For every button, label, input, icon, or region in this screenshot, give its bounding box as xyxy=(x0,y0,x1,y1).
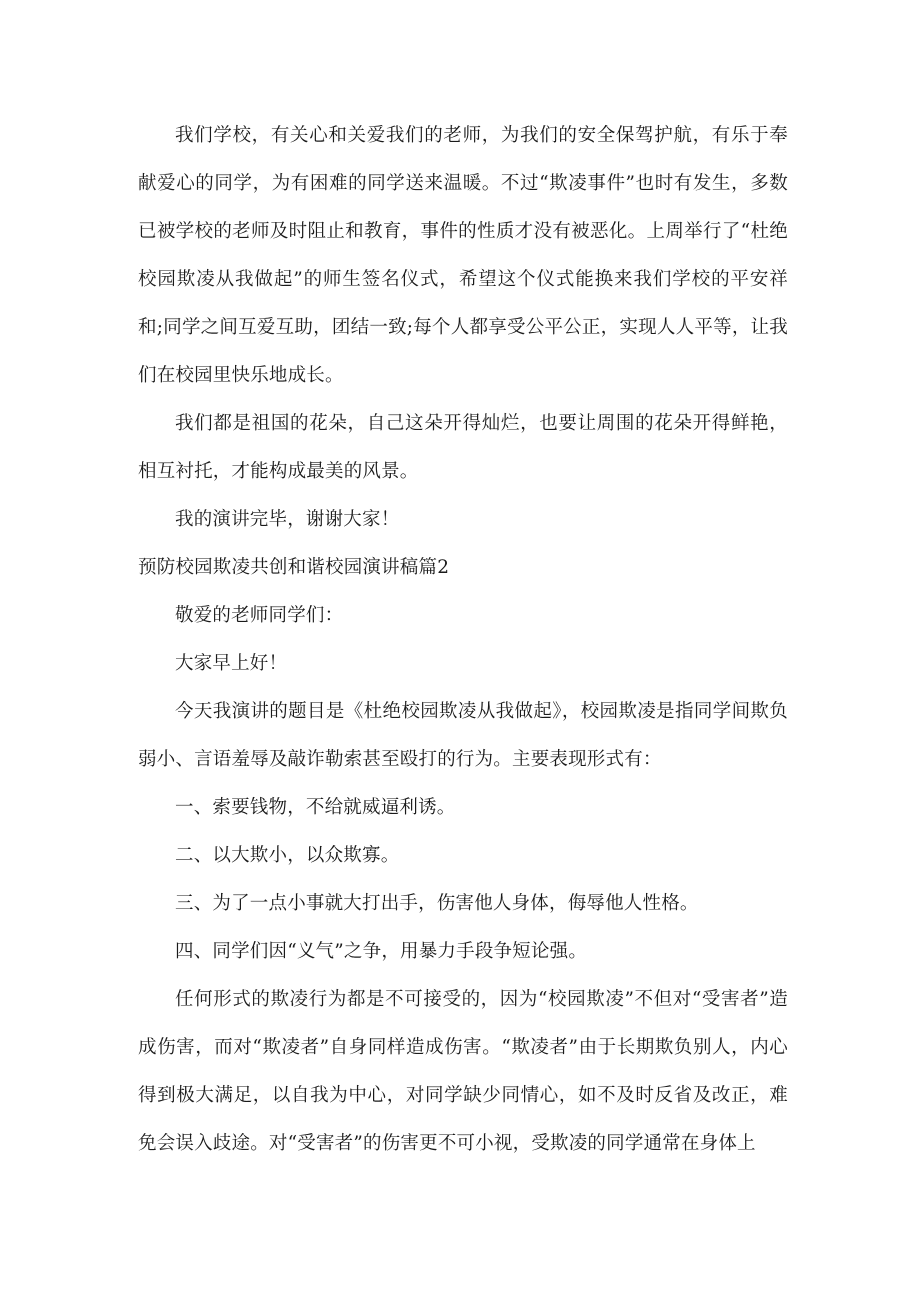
paragraph: 我的演讲完毕，谢谢大家！ xyxy=(175,509,400,530)
document-body xyxy=(138,112,788,1168)
section-title: 预防校园欺凌共创和谐校园演讲稿篇2 xyxy=(138,557,450,578)
list-item: 四、同学们因“义气”之争，用暴力手段争短论强。 xyxy=(175,941,588,962)
list-item: 三、为了一点小事就大打出手，伤害他人身体，侮辱他人性格。 xyxy=(175,893,699,914)
paragraph: 今天我演讲的题目是《杜绝校园欺凌从我做起》，校园欺凌是指同学间欺负弱小、言语羞辱及敲诈勒索甚至殴打的行为。主要表现形式有： xyxy=(138,701,788,770)
paragraph: 我们都是祖国的花朵，自己这朵开得灿烂，也要让周围的花朵开得鲜艳，相互衬托，才能构成最美的风景。 xyxy=(138,413,788,482)
paragraph: 任何形式的欺凌行为都是不可接受的，因为“校园欺凌”不但对“受害者”造成伤害，而对“欺凌者”自身同样造成伤害。“欺凌者”由于长期欺负别人，内心得到极大满足，以自我为中心，对同学缺少同情心，如不及时反省及改正，难免会误入歧途。对“受害者”的伤害更不可小视，受欺凌的同学通常在身体上 xyxy=(138,989,788,1154)
greeting: 敬爱的老师同学们： xyxy=(175,605,344,626)
paragraph: 我们学校，有关心和关爱我们的老师，为我们的安全保驾护航，有乐于奉献爱心的同学，为有困难的同学送来温暖。不过“欺凌事件”也时有发生，多数已被学校的老师及时阻止和教育，事件的性质才没有被恶化。上周举行了“杜绝校园欺凌从我做起”的师生签名仪式，希望这个仪式能换来我们学校的平安祥和;同学之间互爱互助，团结一致;每个人都享受公平公正，实现人人平等，让我们在校园里快乐地成长。 xyxy=(138,125,788,386)
greeting: 大家早上好！ xyxy=(175,653,288,674)
list-item: 二、以大欺小，以众欺寡。 xyxy=(175,845,400,866)
list-item: 一、索要钱物，不给就威逼利诱。 xyxy=(175,797,456,818)
